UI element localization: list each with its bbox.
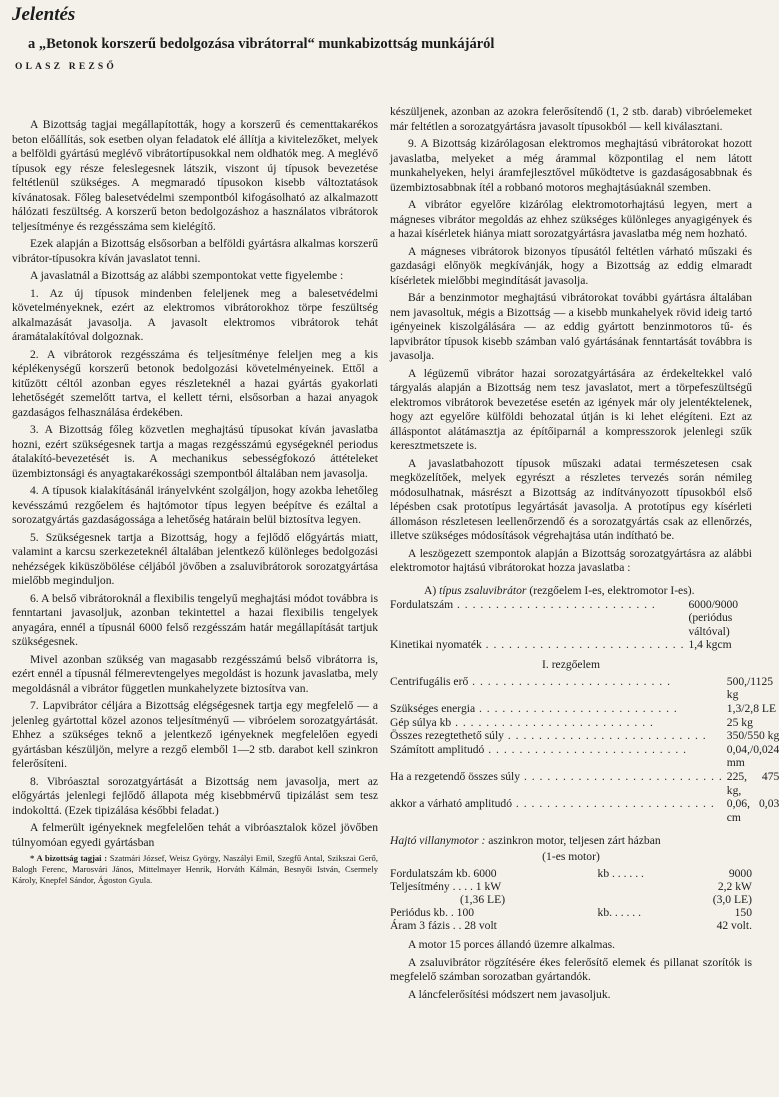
spec-heading bbox=[390, 584, 752, 598]
paragraph: 1. Az új típusok mindenben feleljenek meg a balesetvédelmi követelményeknek, ezért az elektromos vibrátorokhoz törpe feszültség alkalmazását javasolja. A javasolt elektromos vibrátorok tehát áramátalakítóval dolgoznak. bbox=[12, 286, 378, 343]
spec-value: 1,4 kgcm bbox=[688, 638, 732, 652]
paragraph: 2. A vibrátorok rezgésszáma és teljesítménye feleljen meg a kis képlékenységű korszerű betonok bedolgozási követelményeinek. Ettől a kitűzött céltól azonban egyes részleteknél a hazai gyártás gyakorlati lehetőségét szemelőtt tartva, el kellett térni, elsősorban a hazai anyagok gazdaságos felhasználása érdekében. bbox=[12, 347, 378, 419]
spec-value: 225, 475 kg, bbox=[726, 770, 779, 797]
motor-cell bbox=[598, 880, 682, 893]
paragraph: A láncfelerősítési módszert nem javasoljuk. bbox=[408, 987, 611, 1001]
paragraph: A javaslatnál a Bizottság az alábbi szempontokat vette figyelembe : bbox=[30, 269, 344, 282]
paragraph: A motor 15 porces állandó üzemre alkalmas. bbox=[408, 938, 616, 952]
paragraph: 8. Vibróasztal sorozatgyártását a Bizottság nem javasolja, mert az előgyártás jelenlegi fejlődő állapota még kisebbmérvű tipizálást sem tesz indokolttá. (Ezek tipizálása későbbi feladat.) bbox=[12, 774, 378, 817]
paragraph: készüljenek, azonban az azokra felerősítendő (1, 2 stb. darab) vibróelemeket már feltétlen a sorozatgyártásra javasolt típusokból — kell kiválasztani. bbox=[390, 105, 752, 133]
spec-value: 0,04,/0,024 mm bbox=[726, 742, 779, 770]
table-row bbox=[390, 702, 779, 716]
table-row bbox=[390, 770, 779, 797]
paragraph: A leszögezett szempontok alapján a Bizottság sorozatgyártásra az alábbi elektromotor hajtású vibrátorokat hozza javaslatba : bbox=[390, 546, 752, 574]
spec-name: Kinetikai nyomaték . . . bbox=[390, 638, 684, 652]
spec-table-b bbox=[390, 675, 779, 825]
spec-value: 350/550 kg bbox=[726, 729, 779, 743]
spec-value: 1,3/2,8 LE bbox=[726, 702, 777, 716]
table-row bbox=[390, 797, 779, 824]
table-row bbox=[390, 729, 779, 743]
left-column bbox=[12, 118, 378, 889]
motor-cell: Áram 3 fázis . . 28 volt bbox=[390, 919, 497, 933]
paragraph: A mágneses vibrátorok bizonyos típusától feltétlen várható műszaki és gazdasági előnyök megkívánják, hogy a Bizottság az eddig elmaradt kísérletek mielőbbi megindítását javasolja. bbox=[390, 244, 752, 287]
paragraph: Mivel azonban szükség van magasabb rezgésszámú belső vibrátorra is, ezért ennél a típusnál félmerevtengelyes megoldást is hozunk javaslatba, mely megoldásnál a vibrátor független munkahelyzete biztosítva van. bbox=[12, 652, 378, 695]
spec-value: 0,06, 0,03 cm bbox=[726, 797, 779, 824]
table-row bbox=[390, 638, 752, 652]
motor-cell: kb . . . . . . bbox=[597, 867, 644, 881]
motor-cell: 150 bbox=[734, 906, 752, 920]
spec-name: Fordulatszám . . . bbox=[390, 598, 684, 639]
paragraph: 5. Szükségesnek tartja a Bizottság, hogy a fejlődő előgyártás miatt, valamint a karcsu szerkezeteknél általában jelentkező különleges bedolgozási nehézségek kiküszöbölése céljából jövőben a zsaluvibrátorok sorozatgyártása mielőbb meginduljon. bbox=[12, 530, 378, 587]
spec-heading-rest: (rezgőelem I-es, elektromotor I-es). bbox=[529, 583, 695, 597]
spec-name: Számított amplitudó . . . bbox=[390, 743, 723, 770]
motor-cell: 2,2 kW bbox=[717, 880, 752, 894]
footnote bbox=[12, 853, 378, 886]
motor-cell bbox=[598, 919, 682, 932]
table-row bbox=[390, 893, 752, 906]
motor-cell: kb. . . . . . bbox=[597, 906, 641, 920]
motor-cell: Fordulatszám kb. 6000 bbox=[390, 867, 497, 881]
table-row bbox=[390, 919, 752, 932]
motor-cell: 42 volt. bbox=[716, 919, 752, 933]
spec-subheading: I. rezgőelem bbox=[542, 657, 600, 671]
footnote-label: * A bizottság tagjai : bbox=[30, 853, 108, 863]
motor-cell: Teljesítmény . . . . 1 kW bbox=[390, 880, 502, 894]
spec-heading-type: típus zsaluvibrátor bbox=[439, 583, 527, 597]
footnote-text: Szatmári József, Weisz György, Naszályi Emil, Szegfű Antal, Szikszai Gerő, Balogh Ferenc, Marosvári János, Mittelmayer Henrik, Horváth Kálmán, Besnyői István, Csermely Károly, Knepfel Sándor, Ágoston Gyula. bbox=[12, 853, 378, 885]
motor-cell: 9000 bbox=[728, 867, 752, 881]
spec-name: akkor a várható amplitudó . . . bbox=[390, 797, 723, 824]
right-column bbox=[390, 105, 779, 1005]
table-row bbox=[390, 675, 779, 702]
motor-heading bbox=[390, 834, 752, 848]
table-row bbox=[390, 598, 752, 639]
paragraph: 4. A típusok kialakításánál irányelvként szolgáljon, hogy azokba lehetőleg kevésszámú rezgőelem és hajtómotor típus legyen beépítve és ezáltal a sorozatgyártás gazdaságossága a lehetőség határain belül biztosítva legyen. bbox=[12, 484, 378, 526]
paragraph: A légüzemű vibrátor hazai sorozatgyártására az érdekeltekkel való tárgyalás alapján a Bizottság nem tesz javaslatot, mert a törpefeszültségű elektromos vibrátorok bevezetése esetén az igények már oly jelentéktelenek, hogy azt egyelőre külföldi behozatal útján is ki lehet elégíteni. Ezt az álláspontot alátámasztja az építőiparnál a kompresszorok jelenlegi szűk keresztmetszete is. bbox=[390, 366, 752, 452]
spec-name: Gép súlya kb . . . bbox=[390, 716, 723, 730]
spec-name: Összes rezegtethető súly . . . bbox=[390, 729, 723, 743]
motor-heading-label: Hajtó villanymotor : bbox=[390, 834, 486, 848]
table-row bbox=[390, 716, 779, 730]
table-row bbox=[390, 743, 779, 770]
paragraph: 9. A Bizottság kizárólagosan elektromos meghajtású vibrátorokat hozott javaslatba, melyeket a még árammal központilag el nem látott munkahelyeken, helyi áramfejlesztővel működtetve is gazdaságosabbnak és üzembiztosabbnak ítél a robbanó motoros meghajtásúaknál szemben. bbox=[390, 137, 752, 194]
motor-cell: Periódus kb. . 100 bbox=[390, 906, 475, 920]
motor-table bbox=[390, 867, 752, 932]
spec-name: Centrifugális erő . . . bbox=[390, 675, 723, 702]
spec-value: 6000/9000 (periódus váltóval) bbox=[688, 597, 739, 638]
paragraph: A Bizottság tagjai megállapították, hogy a korszerű és cementtakarékos beton előállítás, sok esetben olyan feladatok elé állítja a kivitelezőket, melyek a belföldi gyártású meglévő vibrátortípusokkal nem oldhatók meg. A meglévő típusok egy része feleslegesnek látszik, viszont új típusok bevezetése feltétlenül szükséges. A megmaradó típusokon kisebb változtatások kívánatosak. Főleg balesetvédelmi szempontból kifogásolható az alkalmazott hálózati feszültség. A korszerű beton bedolgozáshoz a használatos vibrátorok teljesítménye és rezgésszáma sem kielégítő. bbox=[12, 118, 378, 233]
motor-cell: (3,0 LE) bbox=[712, 893, 752, 907]
report-title: Jelentés bbox=[12, 4, 76, 25]
motor-heading-text: aszinkron motor, teljesen zárt házban bbox=[488, 834, 661, 848]
table-row bbox=[390, 867, 752, 880]
paragraph: A vibrátor egyelőre kizárólag elektromotorhajtású legyen, mert a mágneses vibrátor megoldás az ehhez szükséges különleges anyagigények és a hazai kísérletek hiánya miatt sorozatgyártásra javaslatba még nem hozható. bbox=[390, 198, 752, 240]
paragraph: A felmerült igényeknek megfelelően tehát a vibróasztalok közel jövőben túlnyomóan egyedi gyártásban bbox=[12, 821, 378, 849]
table-row bbox=[390, 880, 752, 893]
paragraph: A zsaluvibrátor rögzítésére ékes felerősítő elemek és pillanat szorítók is megfelelő számban sorozatban gyártandók. bbox=[390, 955, 752, 984]
paragraph: Ezek alapján a Bizottság elsősorban a belföldi gyártásra alkalmas korszerű vibrátor-típusokra kíván javaslatot tenni. bbox=[12, 237, 378, 265]
paragraph: Bár a benzinmotor meghajtású vibrátorokat további gyártásra általában nem javasoltuk, mégis a Bizottság — a kisebb munkahelyek rövid ideig tartó igényeinek kiszolgálására — az eddig gyártott benzinmotoros tű- és lapvibrátor típusok kisebb számban való gyártásának fenntartását továbbra is javasolja. bbox=[390, 291, 752, 362]
paragraph: A javaslatbahozott típusok műszaki adatai természetesen csak megközelítőek, melyek egyrészt a részletes tervezés során némileg módosulhatnak, másrészt a Bizottság az indítványozott típusokból első lépésben csak prototípus legyártását javasolja. A prototípus egy kísérleti állomáson részletesen leellenőrzendő és a sorozatgyártás csak az ellenőrzés, illetve szükséges módosítások végrehajtása után indítható be. bbox=[390, 456, 752, 542]
spec-value: 25 kg bbox=[726, 715, 753, 729]
spec-name: Ha a rezgetendő összes súly . . . bbox=[390, 770, 723, 797]
spec-name: Szükséges energia . . . bbox=[390, 702, 723, 716]
spec-value: 500,/1125 kg bbox=[726, 674, 774, 702]
spec-table-a bbox=[390, 598, 752, 652]
paragraph: 3. A Bizottság főleg közvetlen meghajtású típusokat kíván javaslatba hozni, ezért szükségesnek tartja a magas rezgésszámú egységeknél periodus átalakító-bevezetését is. A mechanikus sebességfokozó áttételeket üzembiztonsági és anyagtakarékossági szempontból általában nem javasolja. bbox=[12, 423, 378, 480]
closing-notes bbox=[390, 938, 752, 1002]
table-row bbox=[390, 906, 752, 919]
report-subtitle: a „Betonok korszerű bedolgozása vibrátorral“ munkabizottság munkájáról bbox=[28, 36, 495, 52]
author-name: OLASZ REZSŐ bbox=[15, 62, 117, 72]
paragraph: 6. A belső vibrátoroknál a flexibilis tengelyű meghajtási módot továbbra is fenntartani javasoljuk, azonban tekintettel a hazai flexibilis tengelyek anyagára, ennél a típusnál 6000 felső rezgésszám határ megállapítását tartjuk szükségesnek. bbox=[12, 591, 378, 648]
motor-cell bbox=[598, 893, 682, 906]
motor-subheading: (1-es motor) bbox=[542, 850, 600, 864]
paragraph: 7. Lapvibrátor céljára a Bizottság elégségesnek tartja egy megfelelő — a jelenleg gyártottal közel azonos teljesítményű — vibróelem sorozatgyártását. Ehhez a szükséges teknő a jelentkező igényeknek megfelelően egyedi gyártásban készüljön, melyre a rezgő elemből 1—2 stb. darabot kell szinkron felerősíteni. bbox=[12, 699, 378, 770]
spec-heading-prefix: A) bbox=[424, 583, 437, 597]
motor-cell: (1,36 LE) bbox=[460, 893, 506, 907]
spec-section bbox=[390, 583, 779, 933]
